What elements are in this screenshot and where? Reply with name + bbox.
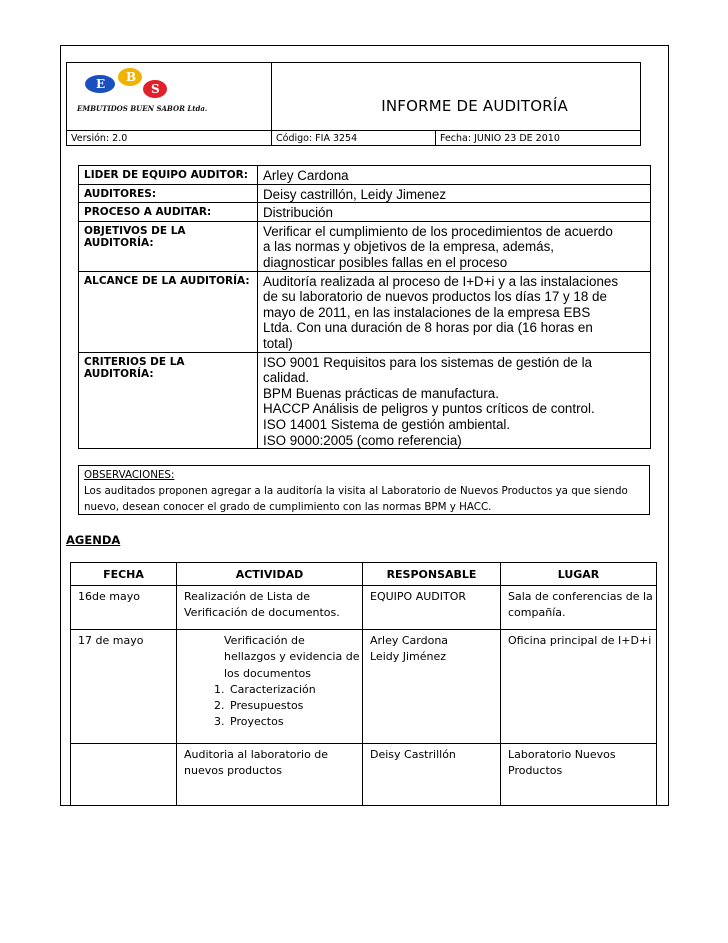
version-cell: Versión: 2.0 xyxy=(67,131,272,146)
row3-actividad-line: Auditoria al laboratorio de xyxy=(184,748,329,761)
row3-lugar-line: Productos xyxy=(508,764,563,778)
row2-activity-list xyxy=(184,682,358,731)
alcance-line: mayo de 2011, en las instalaciones de la empresa EBS xyxy=(263,304,591,320)
agenda-header-fecha: FECHA xyxy=(71,563,177,586)
proceso-label: PROCESO A AUDITAR: xyxy=(79,203,258,222)
date-cell: Fecha: JUNIO 23 DE 2010 xyxy=(436,131,641,146)
agenda-header-actividad: ACTIVIDAD xyxy=(177,563,363,586)
list-item: 2. Presupuestos xyxy=(228,698,358,714)
row1-actividad-line: Verificación de documentos. xyxy=(184,606,340,620)
report-title: INFORME DE AUDITORÍA xyxy=(272,63,641,131)
objetivos-value xyxy=(258,221,651,271)
row2-actividad-line: Verificación de xyxy=(224,634,305,647)
observations-line: nuevo, desean conocer el grado de cumplimiento con las normas BPM y HACC. xyxy=(84,501,492,513)
row1-lugar-line: Sala de conferencias de la xyxy=(508,590,653,603)
row3-fecha xyxy=(71,744,177,806)
logo-cell xyxy=(67,63,272,131)
alcance-line: total) xyxy=(263,335,293,351)
audit-details-table xyxy=(78,165,651,449)
lider-value: Arley Cardona xyxy=(258,166,651,185)
logo-letter-b: B xyxy=(126,70,137,84)
agenda-table xyxy=(70,562,657,806)
row2-responsable-line: Leidy Jiménez xyxy=(370,650,447,664)
row3-lugar-line: Laboratorio Nuevos xyxy=(508,748,616,761)
agenda-title: AGENDA xyxy=(66,533,121,547)
objetivos-line: a las normas y objetivos de la empresa, además, xyxy=(263,239,555,255)
criterios-line: ISO 9000:2005 (como referencia) xyxy=(263,432,462,448)
objetivos-line: diagnosticar posibles fallas en el proceso xyxy=(263,254,508,270)
objetivos-label: OBJETIVOS DE LA AUDITORÍA: xyxy=(79,221,258,271)
criterios-value xyxy=(258,352,651,449)
row2-actividad-line: los documentos xyxy=(224,666,311,680)
row2-responsable xyxy=(363,630,501,744)
row1-lugar xyxy=(501,586,657,630)
observations-heading: OBSERVACIONES: xyxy=(84,469,175,481)
logo-tagline: EMBUTIDOS BUEN SABOR Ltda. xyxy=(77,104,208,113)
row3-responsable: Deisy Castrillón xyxy=(363,744,501,806)
row2-fecha: 17 de mayo xyxy=(71,630,177,744)
row2-responsable-line: Arley Cardona xyxy=(370,634,449,647)
agenda-header-responsable: RESPONSABLE xyxy=(363,563,501,586)
auditores-value: Deisy castrillón, Leidy Jimenez xyxy=(258,184,651,203)
row2-lugar: Oficina principal de I+D+i xyxy=(501,630,657,744)
alcance-label: ALCANCE DE LA AUDITORÍA: xyxy=(79,271,258,352)
criterios-line: calidad. xyxy=(263,370,310,386)
observations-box xyxy=(78,465,650,515)
row2-actividad xyxy=(177,630,363,744)
code-cell: Código: FIA 3254 xyxy=(272,131,436,146)
auditores-label: AUDITORES: xyxy=(79,184,258,203)
logo-letter-s: S xyxy=(151,82,160,96)
alcance-line: Ltda. Con una duración de 8 horas por dia (16 horas en xyxy=(263,320,593,336)
row3-lugar xyxy=(501,744,657,806)
row3-actividad xyxy=(177,744,363,806)
company-logo xyxy=(67,63,267,127)
report-header xyxy=(66,62,641,146)
observations-line: Los auditados proponen agregar a la auditoría la visita al Laboratorio de Nuevos Productos ya que siendo xyxy=(84,485,628,497)
row1-fecha: 16de mayo xyxy=(71,586,177,630)
criterios-line: BPM Buenas prácticas de manufactura. xyxy=(263,385,499,401)
logo-letter-e: E xyxy=(96,77,106,91)
list-item: 3. Proyectos xyxy=(228,714,358,730)
row2-actividad-line: hellazgos y evidencia de xyxy=(224,650,360,664)
agenda-header-lugar: LUGAR xyxy=(501,563,657,586)
list-item: 1. Caracterización xyxy=(228,682,358,698)
alcance-line: Auditoría realizada al proceso de I+D+i y a las instalaciones xyxy=(263,273,619,289)
row1-actividad-line: Realización de Lista de xyxy=(184,590,311,603)
row1-lugar-line: compañía. xyxy=(508,606,566,620)
objetivos-line: Verificar el cumplimiento de los procedimientos de acuerdo xyxy=(263,223,613,239)
criterios-label: CRITERIOS DE LA AUDITORÍA: xyxy=(79,352,258,449)
criterios-line: ISO 14001 Sistema de gestión ambiental. xyxy=(263,416,511,432)
row1-actividad xyxy=(177,586,363,630)
row3-actividad-line: nuevos productos xyxy=(184,764,282,778)
criterios-line: ISO 9001 Requisitos para los sistemas de gestión de la xyxy=(263,354,592,370)
lider-label: LIDER DE EQUIPO AUDITOR: xyxy=(79,166,258,185)
alcance-line: de su laboratorio de nuevos productos los días 17 y 18 de xyxy=(263,289,607,305)
alcance-value xyxy=(258,271,651,352)
criterios-line: HACCP Análisis de peligros y puntos críticos de control. xyxy=(263,401,595,417)
row1-responsable: EQUIPO AUDITOR xyxy=(363,586,501,630)
proceso-value: Distribución xyxy=(258,203,651,222)
